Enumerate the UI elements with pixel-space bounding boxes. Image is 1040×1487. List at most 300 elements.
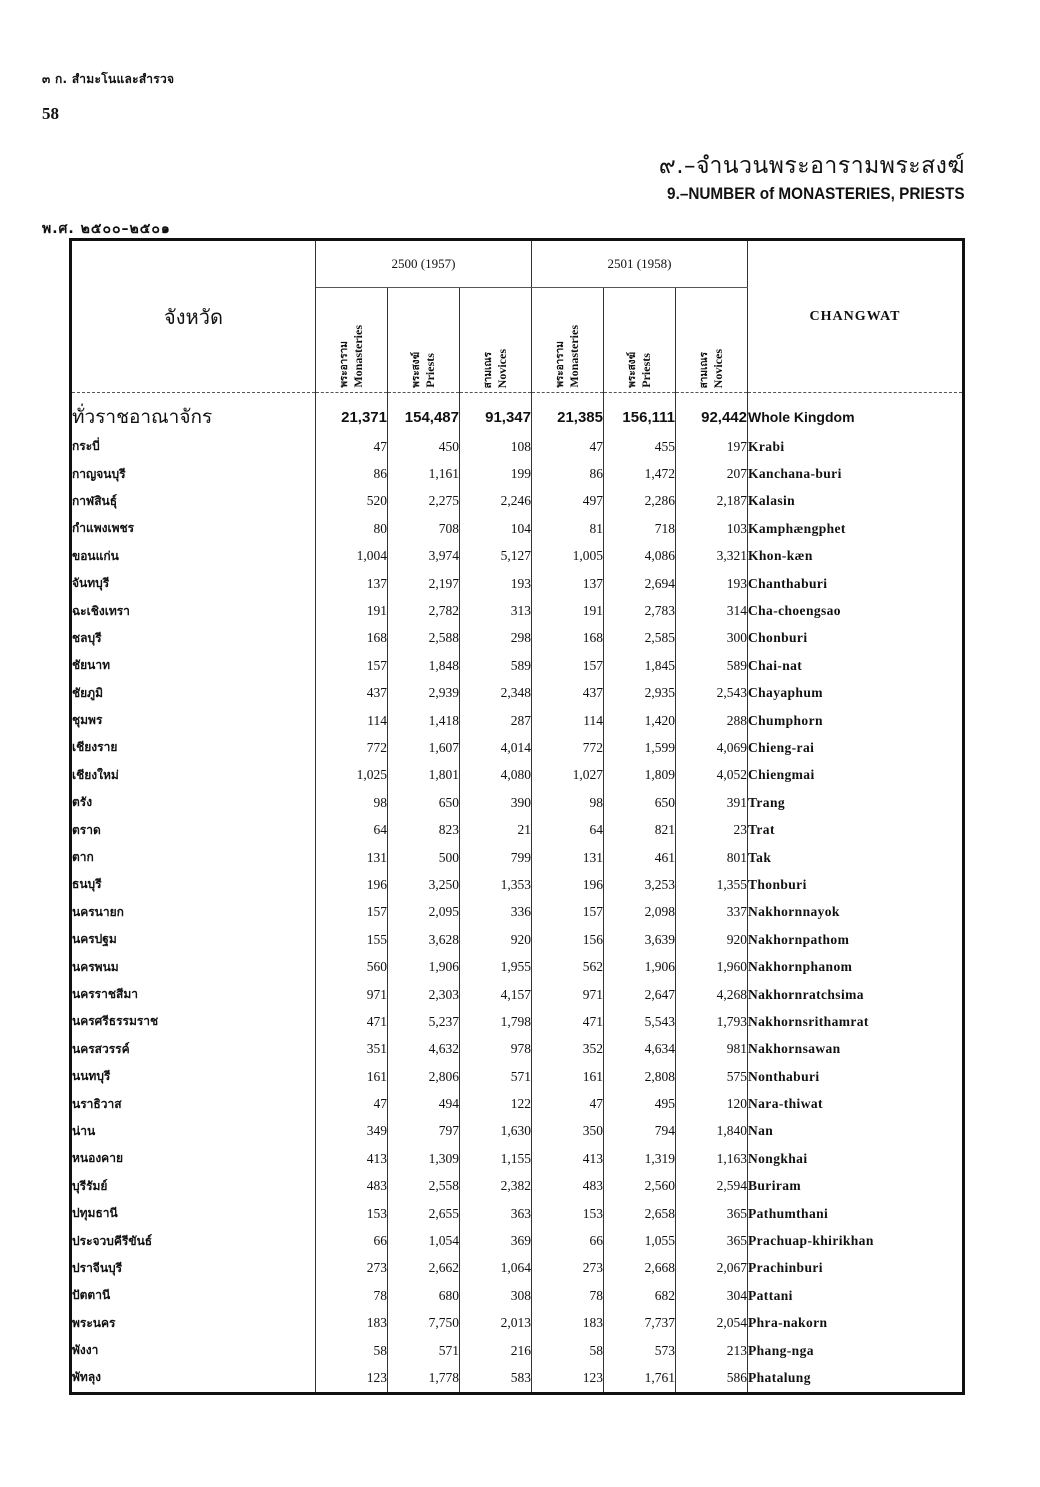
monasteries-table bbox=[69, 238, 965, 1395]
value-1958-novices: 314 bbox=[676, 597, 748, 624]
province-name-thai: นราธิวาส bbox=[71, 1090, 316, 1117]
province-name-thai: นนทบุรี bbox=[71, 1063, 316, 1090]
value-1957-novices: 1,064 bbox=[460, 1255, 532, 1282]
province-name-english: Khon-kæn bbox=[748, 548, 813, 564]
column-header-1957-novices bbox=[460, 288, 532, 393]
column-header-thai: พระอาราม bbox=[555, 341, 566, 388]
value-1958-novices: 337 bbox=[676, 899, 748, 926]
header-separator bbox=[71, 393, 964, 402]
value-1957-novices: 571 bbox=[460, 1063, 532, 1090]
table-row bbox=[71, 1090, 964, 1117]
value-1958-novices: 2,054 bbox=[676, 1310, 748, 1337]
province-name-english: Chieng-rai bbox=[748, 739, 815, 755]
value-1958-monasteries: 772 bbox=[532, 734, 604, 761]
province-name-english: Pathumthani bbox=[748, 1205, 829, 1221]
province-name-thai: หนองคาย bbox=[71, 1145, 316, 1172]
total-1958-novices: 92,442 bbox=[676, 401, 748, 433]
value-1958-monasteries: 66 bbox=[532, 1227, 604, 1254]
value-1957-monasteries: 131 bbox=[316, 844, 388, 871]
table-row bbox=[71, 871, 964, 898]
province-name-english: Nan bbox=[748, 1123, 774, 1139]
value-1958-monasteries: 131 bbox=[532, 844, 604, 871]
column-header-english: Priests bbox=[423, 353, 437, 388]
table-row bbox=[71, 1145, 964, 1172]
province-name-english: Trat bbox=[748, 822, 775, 838]
column-header-english: Monasteries bbox=[567, 325, 581, 388]
value-1958-priests: 1,906 bbox=[604, 953, 676, 980]
value-1957-priests: 1,607 bbox=[388, 734, 460, 761]
value-1957-monasteries: 520 bbox=[316, 488, 388, 515]
column-header-1958-monasteries bbox=[532, 288, 604, 393]
table-row bbox=[71, 543, 964, 570]
table-row bbox=[71, 488, 964, 515]
value-1957-monasteries: 168 bbox=[316, 625, 388, 652]
value-1958-priests: 682 bbox=[604, 1282, 676, 1309]
value-1957-monasteries: 971 bbox=[316, 981, 388, 1008]
value-1957-monasteries: 47 bbox=[316, 433, 388, 460]
value-1957-monasteries: 351 bbox=[316, 1036, 388, 1063]
value-1957-novices: 4,157 bbox=[460, 981, 532, 1008]
value-1957-priests: 1,906 bbox=[388, 953, 460, 980]
value-1957-monasteries: 157 bbox=[316, 652, 388, 679]
province-name-thai: พัทลุง bbox=[71, 1364, 316, 1393]
table-row bbox=[71, 1337, 964, 1364]
value-1958-novices: 193 bbox=[676, 570, 748, 597]
value-1958-novices: 1,163 bbox=[676, 1145, 748, 1172]
province-name-thai: ขอนแก่น bbox=[71, 543, 316, 570]
value-1957-novices: 4,080 bbox=[460, 762, 532, 789]
column-header-thai: สามเณร bbox=[699, 351, 710, 388]
value-1958-priests: 5,543 bbox=[604, 1008, 676, 1035]
value-1958-monasteries: 64 bbox=[532, 816, 604, 843]
value-1958-novices: 23 bbox=[676, 816, 748, 843]
value-1957-priests: 2,662 bbox=[388, 1255, 460, 1282]
value-1958-monasteries: 471 bbox=[532, 1008, 604, 1035]
province-name-thai: นครปฐม bbox=[71, 926, 316, 953]
province-name-english: Kamphængphet bbox=[748, 520, 846, 536]
value-1957-monasteries: 98 bbox=[316, 789, 388, 816]
value-1957-priests: 3,628 bbox=[388, 926, 460, 953]
column-header-1957-monasteries bbox=[316, 288, 388, 393]
province-name-thai: กำแพงเพชร bbox=[71, 515, 316, 542]
value-1957-priests: 7,750 bbox=[388, 1310, 460, 1337]
province-name-english: Kanchana-buri bbox=[748, 466, 842, 482]
province-name-thai: ตาก bbox=[71, 844, 316, 871]
value-1957-monasteries: 157 bbox=[316, 899, 388, 926]
table-title-thai: ๙.–จำนวนพระอารามพระสงฆ์ bbox=[658, 153, 965, 179]
value-1957-monasteries: 772 bbox=[316, 734, 388, 761]
value-1958-monasteries: 971 bbox=[532, 981, 604, 1008]
value-1958-monasteries: 273 bbox=[532, 1255, 604, 1282]
value-1958-priests: 2,560 bbox=[604, 1173, 676, 1200]
value-1957-priests: 3,250 bbox=[388, 871, 460, 898]
total-1957-monasteries: 21,371 bbox=[316, 401, 388, 433]
table-row bbox=[71, 981, 964, 1008]
province-name-thai: นครพนม bbox=[71, 953, 316, 980]
value-1958-priests: 1,809 bbox=[604, 762, 676, 789]
value-1957-monasteries: 560 bbox=[316, 953, 388, 980]
province-name-thai: พระนคร bbox=[71, 1310, 316, 1337]
value-1957-monasteries: 183 bbox=[316, 1310, 388, 1337]
value-1957-novices: 978 bbox=[460, 1036, 532, 1063]
value-1958-monasteries: 47 bbox=[532, 1090, 604, 1117]
value-1957-priests: 2,275 bbox=[388, 488, 460, 515]
province-name-thai: นครสวรรค์ bbox=[71, 1036, 316, 1063]
table-row bbox=[71, 762, 964, 789]
value-1957-novices: 920 bbox=[460, 926, 532, 953]
total-1957-novices: 91,347 bbox=[460, 401, 532, 433]
value-1957-monasteries: 413 bbox=[316, 1145, 388, 1172]
value-1958-priests: 3,639 bbox=[604, 926, 676, 953]
value-1957-monasteries: 471 bbox=[316, 1008, 388, 1035]
table-row bbox=[71, 926, 964, 953]
value-1958-priests: 4,086 bbox=[604, 543, 676, 570]
column-header-english: Novices bbox=[495, 348, 509, 388]
value-1958-monasteries: 153 bbox=[532, 1200, 604, 1227]
page-number: 58 bbox=[42, 104, 59, 123]
value-1958-monasteries: 78 bbox=[532, 1282, 604, 1309]
table-row bbox=[71, 844, 964, 871]
value-1958-novices: 1,960 bbox=[676, 953, 748, 980]
value-1958-monasteries: 86 bbox=[532, 460, 604, 487]
value-1957-priests: 1,161 bbox=[388, 460, 460, 487]
province-name-english: Nonthaburi bbox=[748, 1068, 820, 1084]
province-name-thai: กาฬสินธุ์ bbox=[71, 488, 316, 515]
province-name-thai: ตรัง bbox=[71, 789, 316, 816]
table-row bbox=[71, 625, 964, 652]
value-1957-monasteries: 437 bbox=[316, 680, 388, 707]
total-1958-priests: 156,111 bbox=[604, 401, 676, 433]
table-body bbox=[71, 393, 964, 1394]
value-1958-priests: 718 bbox=[604, 515, 676, 542]
value-1958-novices: 103 bbox=[676, 515, 748, 542]
value-1958-novices: 3,321 bbox=[676, 543, 748, 570]
table-row bbox=[71, 460, 964, 487]
total-label-english: Whole Kingdom bbox=[748, 409, 855, 425]
value-1957-novices: 1,155 bbox=[460, 1145, 532, 1172]
value-1957-novices: 199 bbox=[460, 460, 532, 487]
value-1958-monasteries: 157 bbox=[532, 652, 604, 679]
value-1958-priests: 2,668 bbox=[604, 1255, 676, 1282]
value-1957-monasteries: 64 bbox=[316, 816, 388, 843]
province-name-thai: ชัยนาท bbox=[71, 652, 316, 679]
value-1958-novices: 207 bbox=[676, 460, 748, 487]
province-name-thai: ปัตตานี bbox=[71, 1282, 316, 1309]
province-name-thai: ฉะเชิงเทรา bbox=[71, 597, 316, 624]
value-1958-novices: 300 bbox=[676, 625, 748, 652]
value-1958-priests: 2,658 bbox=[604, 1200, 676, 1227]
province-name-english: Chayaphum bbox=[748, 685, 823, 701]
table-row bbox=[71, 1255, 964, 1282]
province-name-english: Chanthaburi bbox=[748, 575, 828, 591]
value-1957-priests: 4,632 bbox=[388, 1036, 460, 1063]
value-1957-monasteries: 123 bbox=[316, 1364, 388, 1393]
total-row bbox=[71, 401, 964, 433]
value-1958-priests: 1,845 bbox=[604, 652, 676, 679]
value-1958-priests: 1,055 bbox=[604, 1227, 676, 1254]
value-1958-priests: 2,098 bbox=[604, 899, 676, 926]
value-1958-priests: 1,599 bbox=[604, 734, 676, 761]
table-row bbox=[71, 433, 964, 460]
value-1958-monasteries: 123 bbox=[532, 1364, 604, 1393]
value-1957-novices: 1,630 bbox=[460, 1118, 532, 1145]
value-1958-priests: 7,737 bbox=[604, 1310, 676, 1337]
value-1957-priests: 2,095 bbox=[388, 899, 460, 926]
province-name-english: Nakhornnayok bbox=[748, 904, 840, 920]
table-row bbox=[71, 1310, 964, 1337]
value-1958-priests: 1,472 bbox=[604, 460, 676, 487]
value-1958-novices: 2,543 bbox=[676, 680, 748, 707]
column-header-english: Novices bbox=[711, 348, 725, 388]
province-name-thai: บุรีรัมย์ bbox=[71, 1173, 316, 1200]
province-name-thai: เชียงราย bbox=[71, 734, 316, 761]
table-row bbox=[71, 1118, 964, 1145]
value-1958-novices: 4,069 bbox=[676, 734, 748, 761]
value-1957-monasteries: 80 bbox=[316, 515, 388, 542]
value-1958-novices: 4,052 bbox=[676, 762, 748, 789]
value-1958-monasteries: 168 bbox=[532, 625, 604, 652]
value-1958-novices: 920 bbox=[676, 926, 748, 953]
column-header-thai: พระสงฆ์ bbox=[411, 352, 422, 388]
province-name-thai: พังงา bbox=[71, 1337, 316, 1364]
province-name-english: Nakhornratchsima bbox=[748, 986, 864, 1002]
value-1957-priests: 1,848 bbox=[388, 652, 460, 679]
value-1958-priests: 461 bbox=[604, 844, 676, 871]
table-row bbox=[71, 816, 964, 843]
province-name-english: Kalasin bbox=[748, 493, 796, 509]
value-1957-monasteries: 86 bbox=[316, 460, 388, 487]
value-1958-novices: 365 bbox=[676, 1227, 748, 1254]
province-name-thai: ชลบุรี bbox=[71, 625, 316, 652]
value-1958-monasteries: 81 bbox=[532, 515, 604, 542]
value-1958-novices: 981 bbox=[676, 1036, 748, 1063]
value-1957-priests: 823 bbox=[388, 816, 460, 843]
province-name-english: Prachuap-khirikhan bbox=[748, 1233, 874, 1249]
province-name-thai: ปทุมธานี bbox=[71, 1200, 316, 1227]
value-1958-priests: 2,783 bbox=[604, 597, 676, 624]
value-1957-monasteries: 78 bbox=[316, 1282, 388, 1309]
value-1957-novices: 2,348 bbox=[460, 680, 532, 707]
value-1958-monasteries: 1,027 bbox=[532, 762, 604, 789]
table-row bbox=[71, 1227, 964, 1254]
value-1958-monasteries: 437 bbox=[532, 680, 604, 707]
value-1957-novices: 1,955 bbox=[460, 953, 532, 980]
value-1958-priests: 650 bbox=[604, 789, 676, 816]
province-name-english: Phatalung bbox=[748, 1369, 811, 1385]
table-row bbox=[71, 1063, 964, 1090]
value-1958-novices: 2,187 bbox=[676, 488, 748, 515]
table-row bbox=[71, 1008, 964, 1035]
value-1958-monasteries: 47 bbox=[532, 433, 604, 460]
province-name-thai: ตราด bbox=[71, 816, 316, 843]
value-1958-monasteries: 161 bbox=[532, 1063, 604, 1090]
value-1957-priests: 2,806 bbox=[388, 1063, 460, 1090]
value-1957-priests: 2,939 bbox=[388, 680, 460, 707]
value-1957-monasteries: 114 bbox=[316, 707, 388, 734]
value-1958-monasteries: 191 bbox=[532, 597, 604, 624]
value-1957-novices: 4,014 bbox=[460, 734, 532, 761]
table-title-english: 9.–NUMBER of MONASTERIES, PRIESTS bbox=[667, 184, 965, 203]
value-1958-priests: 794 bbox=[604, 1118, 676, 1145]
value-1958-novices: 2,594 bbox=[676, 1173, 748, 1200]
column-header-1958-novices bbox=[676, 288, 748, 393]
value-1957-priests: 2,588 bbox=[388, 625, 460, 652]
province-name-english: Nongkhai bbox=[748, 1150, 808, 1166]
value-1957-novices: 369 bbox=[460, 1227, 532, 1254]
value-1957-priests: 650 bbox=[388, 789, 460, 816]
column-header-thai: พระอาราม bbox=[339, 341, 350, 388]
value-1957-priests: 494 bbox=[388, 1090, 460, 1117]
table-row bbox=[71, 1173, 964, 1200]
province-name-thai: กาญจนบุรี bbox=[71, 460, 316, 487]
value-1958-monasteries: 562 bbox=[532, 953, 604, 980]
table-row bbox=[71, 734, 964, 761]
value-1958-monasteries: 350 bbox=[532, 1118, 604, 1145]
value-1957-priests: 450 bbox=[388, 433, 460, 460]
value-1957-priests: 2,558 bbox=[388, 1173, 460, 1200]
province-name-english: Trang bbox=[748, 794, 786, 810]
value-1958-priests: 1,761 bbox=[604, 1364, 676, 1393]
value-1958-novices: 801 bbox=[676, 844, 748, 871]
value-1958-monasteries: 98 bbox=[532, 789, 604, 816]
value-1958-novices: 4,268 bbox=[676, 981, 748, 1008]
province-name-thai: ชัยภูมิ bbox=[71, 680, 316, 707]
value-1957-novices: 2,382 bbox=[460, 1173, 532, 1200]
province-name-english: Prachinburi bbox=[748, 1260, 823, 1276]
province-name-english: Nakhornsawan bbox=[748, 1041, 841, 1057]
value-1957-novices: 21 bbox=[460, 816, 532, 843]
column-header-1958-priests bbox=[604, 288, 676, 393]
year-header-1957: 2500 (1957) bbox=[316, 240, 532, 288]
value-1957-monasteries: 483 bbox=[316, 1173, 388, 1200]
value-1958-novices: 1,840 bbox=[676, 1118, 748, 1145]
value-1957-novices: 2,246 bbox=[460, 488, 532, 515]
table-row bbox=[71, 652, 964, 679]
running-head: ๓ ก. สำมะโนและสำรวจ bbox=[42, 72, 175, 86]
value-1958-priests: 573 bbox=[604, 1337, 676, 1364]
province-name-english: Nakhornpathom bbox=[748, 931, 850, 947]
value-1957-priests: 797 bbox=[388, 1118, 460, 1145]
value-1957-monasteries: 1,025 bbox=[316, 762, 388, 789]
column-header-thai: พระสงฆ์ bbox=[627, 352, 638, 388]
value-1957-novices: 1,353 bbox=[460, 871, 532, 898]
column-header-1957-priests bbox=[388, 288, 460, 393]
value-1957-novices: 799 bbox=[460, 844, 532, 871]
value-1957-monasteries: 161 bbox=[316, 1063, 388, 1090]
value-1958-monasteries: 137 bbox=[532, 570, 604, 597]
value-1957-novices: 308 bbox=[460, 1282, 532, 1309]
province-name-thai: ชุมพร bbox=[71, 707, 316, 734]
province-name-english: Thonburi bbox=[748, 876, 807, 892]
province-name-english: Phang-nga bbox=[748, 1342, 814, 1358]
value-1957-monasteries: 47 bbox=[316, 1090, 388, 1117]
value-1957-novices: 298 bbox=[460, 625, 532, 652]
value-1957-monasteries: 349 bbox=[316, 1118, 388, 1145]
province-name-thai: น่าน bbox=[71, 1118, 316, 1145]
province-name-thai: กระบี่ bbox=[71, 433, 316, 460]
value-1957-novices: 287 bbox=[460, 707, 532, 734]
value-1958-monasteries: 196 bbox=[532, 871, 604, 898]
value-1957-priests: 571 bbox=[388, 1337, 460, 1364]
value-1958-novices: 120 bbox=[676, 1090, 748, 1117]
value-1958-novices: 304 bbox=[676, 1282, 748, 1309]
value-1958-monasteries: 497 bbox=[532, 488, 604, 515]
value-1958-novices: 391 bbox=[676, 789, 748, 816]
value-1957-priests: 1,418 bbox=[388, 707, 460, 734]
value-1957-monasteries: 66 bbox=[316, 1227, 388, 1254]
value-1957-monasteries: 155 bbox=[316, 926, 388, 953]
province-name-thai: นครราชสีมา bbox=[71, 981, 316, 1008]
value-1958-priests: 2,286 bbox=[604, 488, 676, 515]
value-1957-novices: 363 bbox=[460, 1200, 532, 1227]
value-1958-novices: 575 bbox=[676, 1063, 748, 1090]
value-1957-novices: 390 bbox=[460, 789, 532, 816]
period-label: พ.ศ. ๒๕๐๐–๒๕๐๑ bbox=[42, 221, 171, 237]
province-name-english: Phra-nakorn bbox=[748, 1315, 828, 1331]
value-1958-priests: 1,319 bbox=[604, 1145, 676, 1172]
value-1957-priests: 2,782 bbox=[388, 597, 460, 624]
value-1958-monasteries: 352 bbox=[532, 1036, 604, 1063]
column-header-english: Priests bbox=[639, 353, 653, 388]
table-row bbox=[71, 570, 964, 597]
table-row bbox=[71, 953, 964, 980]
province-name-english: Pattani bbox=[748, 1287, 793, 1303]
value-1958-monasteries: 483 bbox=[532, 1173, 604, 1200]
value-1957-monasteries: 153 bbox=[316, 1200, 388, 1227]
province-name-english: Chai-nat bbox=[748, 657, 803, 673]
column-header-thai: สามเณร bbox=[483, 351, 494, 388]
value-1957-monasteries: 1,004 bbox=[316, 543, 388, 570]
value-1957-monasteries: 273 bbox=[316, 1255, 388, 1282]
value-1957-priests: 1,801 bbox=[388, 762, 460, 789]
value-1958-novices: 288 bbox=[676, 707, 748, 734]
value-1958-monasteries: 156 bbox=[532, 926, 604, 953]
value-1957-priests: 2,655 bbox=[388, 1200, 460, 1227]
table-row bbox=[71, 680, 964, 707]
value-1957-priests: 1,778 bbox=[388, 1364, 460, 1393]
value-1958-priests: 455 bbox=[604, 433, 676, 460]
table-row bbox=[71, 1282, 964, 1309]
value-1957-priests: 708 bbox=[388, 515, 460, 542]
value-1958-priests: 2,647 bbox=[604, 981, 676, 1008]
value-1958-monasteries: 413 bbox=[532, 1145, 604, 1172]
value-1957-novices: 5,127 bbox=[460, 543, 532, 570]
table-row bbox=[71, 1200, 964, 1227]
value-1958-novices: 589 bbox=[676, 652, 748, 679]
value-1957-priests: 1,054 bbox=[388, 1227, 460, 1254]
value-1958-priests: 2,585 bbox=[604, 625, 676, 652]
province-name-thai: นครนายก bbox=[71, 899, 316, 926]
province-name-thai: เชียงใหม่ bbox=[71, 762, 316, 789]
value-1958-priests: 3,253 bbox=[604, 871, 676, 898]
value-1958-monasteries: 157 bbox=[532, 899, 604, 926]
value-1958-monasteries: 183 bbox=[532, 1310, 604, 1337]
province-name-thai: นครศรีธรรมราช bbox=[71, 1008, 316, 1035]
value-1958-novices: 1,355 bbox=[676, 871, 748, 898]
value-1957-monasteries: 196 bbox=[316, 871, 388, 898]
value-1957-novices: 122 bbox=[460, 1090, 532, 1117]
value-1958-novices: 365 bbox=[676, 1200, 748, 1227]
value-1958-priests: 2,694 bbox=[604, 570, 676, 597]
table-row bbox=[71, 789, 964, 816]
value-1957-novices: 313 bbox=[460, 597, 532, 624]
value-1957-priests: 3,974 bbox=[388, 543, 460, 570]
value-1957-novices: 193 bbox=[460, 570, 532, 597]
province-name-english: Tak bbox=[748, 849, 772, 865]
value-1958-priests: 821 bbox=[604, 816, 676, 843]
value-1957-priests: 1,309 bbox=[388, 1145, 460, 1172]
province-name-english: Cha-choengsao bbox=[748, 603, 841, 619]
